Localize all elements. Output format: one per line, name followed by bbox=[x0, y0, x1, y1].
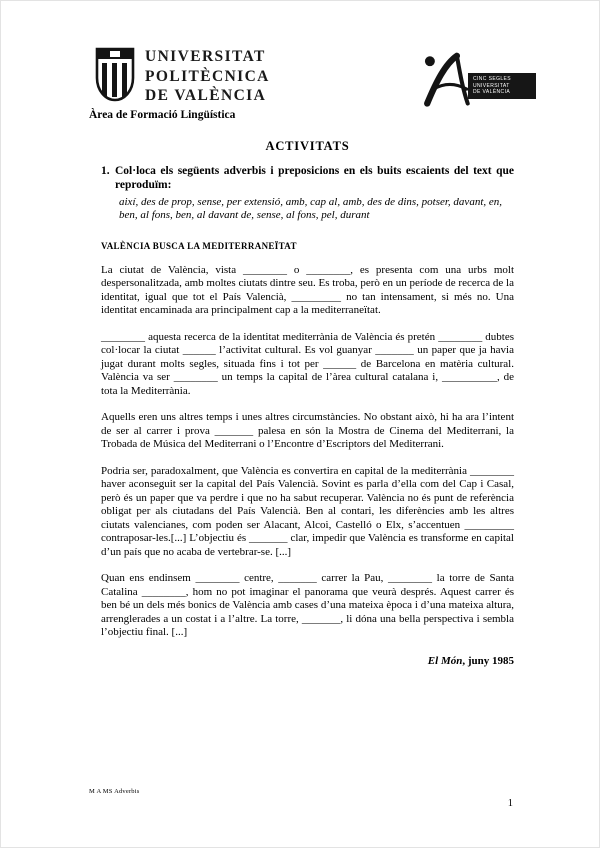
reading-paragraph-3: Aquells eren uns altres temps i unes altres circumstàncies. No obstant això, hi ha ara l’intent de ser al carrer i prova _______ palesa en són la Mostra de Cinema del Mediterrani, la Trobada de Música del Mediterrani o l’Encontre d’Escriptors del Mediterrani. bbox=[101, 411, 514, 451]
document-body bbox=[1, 139, 599, 667]
anniversary-caption bbox=[468, 73, 536, 99]
exercise-number: 1. bbox=[101, 165, 110, 177]
attribution-source: El Món bbox=[427, 654, 463, 667]
attribution bbox=[101, 655, 514, 667]
exercise-heading bbox=[101, 165, 514, 193]
masthead bbox=[1, 1, 599, 129]
anniversary-logo bbox=[416, 49, 541, 115]
reading-paragraph-4: Podria ser, paradoxalment, que València es convertira en capital de la mediterrània ________ haver aconseguit ser la capital del País Valencià. Sovint es parla d’ella com del Cap i Casal, però és un paper que va perdre i que no ha sabut recuperar. València no és punt de referència obligat per als ciutadans del País Valencià. Ben al contari, les diferències amb les altres ciutats valencianes, com poden ser Alacant, Alcoi, Castelló o Elx, s’accentuen _________ contraposar-les.[...] L’objectiu és _______ clar, impedir que València es transforme en capital d’un país que no acaba de vertebrar-se. [...] bbox=[101, 464, 514, 558]
reading-paragraph-5: Quan ens endinsem ________ centre, _______ carrer la Pau, ________ la torre de Santa Catalina ________, hom no pot imaginar el panorama que veurà després. Aquest carrer és ben bé un dels més bonics de València amb cases d’una mateixa època i d’una mateixa altura, arrenglerades a un costat i a l’altre. La torre, _______, li dóna una bella perspectiva i sembla l’objectiu final. [...] bbox=[101, 572, 514, 639]
anniversary-caption-line2: UNIVERSITAT bbox=[473, 82, 510, 89]
exercise-instruction: Col·loca els següents adverbis i preposicions en els buits escaients del text que reproduïm: bbox=[115, 165, 514, 191]
page-title: ACTIVITATS bbox=[265, 139, 350, 153]
anniversary-caption-line1: CINC SEGLES bbox=[473, 76, 512, 82]
calligraphic-a-icon bbox=[420, 51, 474, 116]
reading-paragraph-1: La ciutat de València, vista ________ o ________, es presenta com una urbs molt despersonalitzada, amb moltes ciutats dintre seu. Es troba, però en un període de recerca de la identitat, igual que tot el País Valencià, _________ no tan intensament, si més no. Una identitat encaminada ara principalment cap a la mediterraneïtat. bbox=[101, 263, 514, 317]
anniversary-caption-line3: DE VALÈNCIA bbox=[473, 89, 511, 95]
area-label: Àrea de Formació Lingüística bbox=[89, 109, 236, 121]
upv-wordmark-line3: DE VALÈNCIA bbox=[145, 87, 267, 104]
attribution-date: , juny 1985 bbox=[462, 654, 514, 667]
adverb-word-list: així, des de prop, sense, per extensió, amb, cap al, amb, des de dins, potser, davant, en, ben, al fons, ben, al davant de, sense, al fons, pel, durant bbox=[119, 195, 503, 222]
reading-paragraph-2: ________ aquesta recerca de la identitat mediterrània de València és pretén ________ dubtes col·locar la ciutat ______ l’activitat cultural. Es vol guanyar _______ un paper que ja havia jugat durant molts segles, situada fins i tot per ______ de Barcelona en matèria cultural. València va ser ________ un temps la capital de l’àrea cultural catalana i, __________, de tota la Mediterrània. bbox=[101, 330, 514, 397]
footer-doc-code: M A MS Adverbis bbox=[89, 788, 140, 795]
university-shield-icon bbox=[93, 92, 137, 109]
upv-wordmark-line2: POLITÈCNICA bbox=[145, 67, 270, 85]
upv-wordmark bbox=[145, 47, 270, 106]
upv-wordmark-line1: UNIVERSITAT bbox=[145, 48, 266, 65]
page-number: 1 bbox=[507, 798, 513, 809]
reading-heading: VALÈNCIA BUSCA LA MEDITERRANEÏTAT bbox=[101, 240, 297, 251]
upv-logo bbox=[93, 45, 137, 110]
